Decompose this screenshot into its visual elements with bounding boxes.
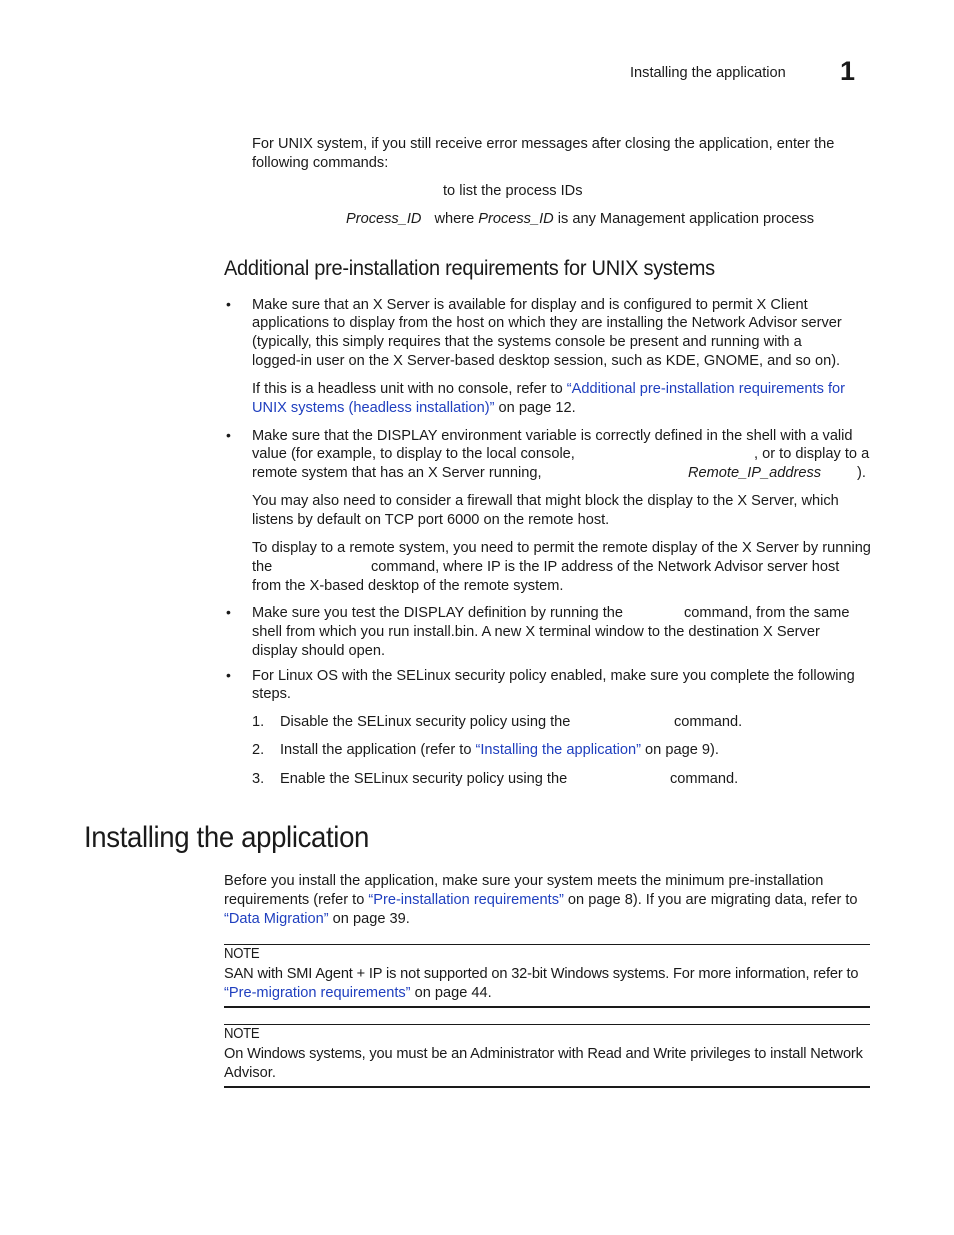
step-2-suffix: on page 9). [641, 742, 719, 758]
firewall-line-1: You may also need to consider a firewall that might block the display to the X Server, which [252, 493, 839, 509]
bullet-marker: • [226, 604, 231, 620]
bullet-1-line-1: Make sure that an X Server is available for display and is configured to permit X Client [252, 297, 808, 313]
headless-reference-line-1 [252, 380, 845, 399]
note-2-line-2: Advisor. [224, 1065, 276, 1081]
installing-paragraph-suffix: on page 39. [328, 911, 410, 927]
command-2-argument-ref: Process_ID [478, 211, 554, 227]
note-1-label: NOTE [224, 946, 260, 962]
step-2-text: Install the application (refer to [280, 742, 476, 758]
step-3-suffix: command. [670, 771, 739, 787]
bullet-2-line-1: Make sure that the DISPLAY environment variable is correctly defined in the shell with a valid [252, 428, 853, 444]
step-number: 3. [252, 771, 265, 787]
link-installing-application[interactable]: “Installing the application” [475, 742, 641, 758]
installing-paragraph-line-1: Before you install the application, make sure your system meets the minimum pre-installation [224, 873, 824, 889]
step-1-text: Disable the SELinux security policy using the [280, 714, 571, 730]
installing-paragraph-mid: on page 8). If you are migrating data, refer to [563, 892, 858, 908]
unix-cleanup-line-2: following commands: [252, 155, 389, 171]
remote-display-line-2a: the [252, 559, 273, 575]
bullet-2-line-2a: value (for example, to display to the local console, [252, 446, 575, 462]
note-1-top-rule [224, 944, 870, 945]
installing-paragraph-prefix: requirements (refer to [224, 892, 369, 908]
note-1-line-2 [224, 984, 492, 1003]
chapter-number: 1 [840, 56, 856, 86]
link-headless-installation[interactable]: “Additional pre-installation requirements for [566, 381, 845, 397]
headless-reference-suffix: on page 12. [494, 400, 576, 416]
link-pre-migration-requirements[interactable]: “Pre-migration requirements” [224, 985, 411, 1001]
running-header-title: Installing the application [630, 65, 786, 81]
link-pre-installation-requirements[interactable]: “Pre-installation requirements” [368, 892, 564, 908]
remote-ip-argument-text: Remote_IP_address [688, 465, 822, 481]
note-2-label: NOTE [224, 1026, 260, 1042]
bullet-1-line-4: logged-in user on the X Server-based desktop session, such as KDE, GNOME, and so on). [252, 353, 841, 369]
note-2-line-1: On Windows systems, you must be an Administrator with Read and Write privileges to install Network [224, 1046, 863, 1062]
remote-display-line-3: from the X-based desktop of the remote system. [252, 578, 564, 594]
note-1-suffix: on page 44. [410, 985, 492, 1001]
bullet-3-line-1a: Make sure you test the DISPLAY definition by running the [252, 605, 624, 621]
remote-ip-argument [688, 464, 821, 483]
command-2-where: where [434, 211, 479, 227]
bullet-2-line-3a: remote system that has an X Server running, [252, 465, 542, 481]
bullet-marker: • [226, 427, 231, 443]
command-2-line [346, 210, 814, 229]
step-2-line [280, 741, 719, 760]
bullet-1-line-2: applications to display from the host on which they are installing the Network Advisor server [252, 315, 842, 331]
bullet-4-line-1: For Linux OS with the SELinux security policy enabled, make sure you complete the following [252, 668, 855, 684]
note-1-bottom-rule [224, 1006, 870, 1008]
remote-display-line-1: To display to a remote system, you need to permit the remote display of the X Server by running [252, 540, 871, 556]
command-2-argument: Process_ID [346, 211, 422, 227]
command-1-description: to list the process IDs [443, 183, 583, 199]
note-2-top-rule [224, 1024, 870, 1025]
bullet-3-line-3: display should open. [252, 643, 386, 659]
note-2-bottom-rule [224, 1086, 870, 1088]
link-headless-installation-cont[interactable]: UNIX systems (headless installation)” [252, 400, 495, 416]
bullet-2-line-3b: ). [857, 465, 866, 481]
command-2-description: is any Management application process [553, 211, 815, 227]
step-1-suffix: command. [674, 714, 743, 730]
headless-reference-line-2 [252, 399, 576, 418]
bullet-3-line-1b: command, from the same [684, 605, 850, 621]
step-number: 1. [252, 714, 265, 730]
section-heading-additional-requirements: Additional pre-installation requirements for UNIX systems [224, 256, 715, 280]
step-number: 2. [252, 742, 265, 758]
unix-cleanup-line-1: For UNIX system, if you still receive error messages after closing the application, enter the [252, 136, 835, 152]
firewall-line-2: listens by default on TCP port 6000 on the remote host. [252, 512, 610, 528]
bullet-marker: • [226, 296, 231, 312]
remote-display-line-2b: command, where IP is the IP address of the Network Advisor server host [371, 559, 840, 575]
step-3-text: Enable the SELinux security policy using the [280, 771, 568, 787]
note-1-line-1: SAN with SMI Agent + IP is not supported on 32-bit Windows systems. For more information, refer to [224, 966, 859, 982]
headless-reference-prefix: If this is a headless unit with no console, refer to [252, 381, 567, 397]
installing-paragraph-line-3 [224, 910, 410, 929]
bullet-2-line-2b: , or to display to a [754, 446, 870, 462]
section-heading-installing-application: Installing the application [84, 821, 370, 854]
bullet-1-line-3: (typically, this simply requires that the systems console be present and running with a [252, 334, 802, 350]
bullet-3-line-2: shell from which you run install.bin. A new X terminal window to the destination X Server [252, 624, 820, 640]
bullet-4-line-2: steps. [252, 686, 291, 702]
installing-paragraph-line-2 [224, 891, 858, 910]
link-data-migration[interactable]: “Data Migration” [224, 911, 329, 927]
bullet-marker: • [226, 667, 231, 683]
